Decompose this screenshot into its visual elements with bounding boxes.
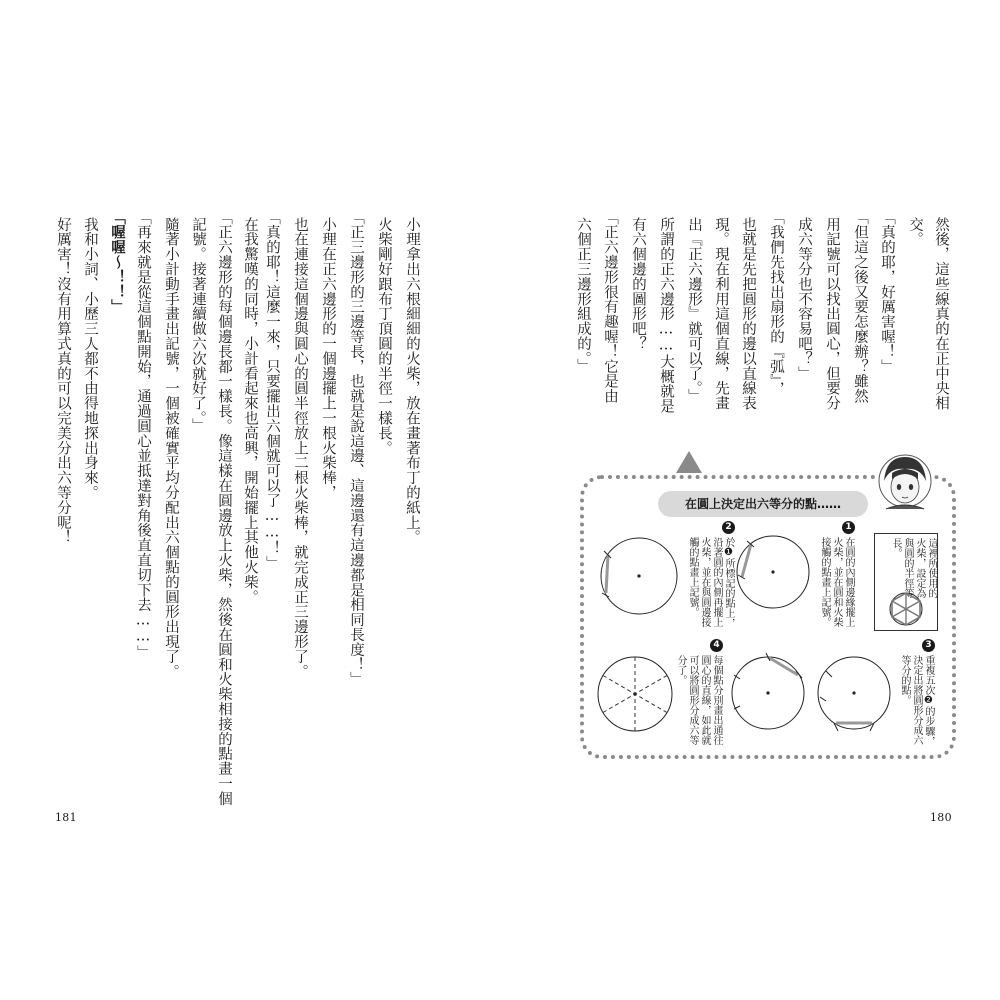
text-column: 成六等分也不容易吧？」 <box>796 217 812 381</box>
step-2-circle-illustration <box>594 531 684 621</box>
step-2-text: 火柴，並在與圓邊接 <box>699 537 710 627</box>
note-line: 與圓的半徑等 <box>902 538 913 598</box>
text-column: 「正六邊形的每個邊長都一樣長。像這樣在圓邊放上火柴，然後在圓和火柴相接的點畫一個 <box>216 210 232 806</box>
text-column: 交。 <box>907 217 923 247</box>
step-3-text: 重複五次❷的步驟， <box>923 655 934 746</box>
step-3-circle-illustration-b <box>812 651 896 735</box>
text-column: 小理拿出六根細細的火柴，放在畫著布丁的紙上。 <box>404 217 420 545</box>
text-column: 所謂的正六邊形……大概就是 <box>658 217 674 414</box>
text-column: 在我驚嘆的同時，小計看起來也高興，開始擺上其他火柴。 <box>242 217 258 605</box>
text-column: 六個正三邊形組成的。」 <box>575 217 591 374</box>
step-1-number: 1 <box>842 521 855 534</box>
diagram-title: 在圓上決定出六等分的點…… <box>658 491 868 517</box>
step-3-number: 3 <box>922 639 935 652</box>
step-2-text: 沿著圓的內側再擺上 <box>711 537 722 627</box>
text-column: 「真的耶，好厲害喔！」 <box>879 210 895 374</box>
text-column: 出『正六邊形』就可以了。」 <box>686 217 702 404</box>
step-4-circle-illustration <box>592 651 678 737</box>
step-1-text: 接觸的點畫上記號。 <box>819 537 830 627</box>
step-2-text: 觸的點畫上記號。 <box>687 537 698 617</box>
pointer-arrow-icon <box>676 451 702 473</box>
diagram-box <box>580 475 956 759</box>
text-column: 「再來就是從這個點開始，通過圓心並抵達對角後直直切下去……」 <box>135 210 151 660</box>
text-column: 用記號可以找出圓心，但要分 <box>824 217 840 411</box>
note-circle-illustration <box>885 590 927 628</box>
text-column: 「正六邊形很有趣喔！它是由 <box>602 210 618 404</box>
step-1-text: 在圓的內側邊緣擺上 <box>843 537 854 627</box>
note-line: 長。 <box>890 538 901 558</box>
step-3-text: 等分的點。 <box>899 655 910 705</box>
step-4-text: 分了。 <box>675 655 686 685</box>
text-column: 也在連接這個邊與圓心的圓半徑放上二根火柴棒，就完成正三邊形了。 <box>292 217 308 679</box>
page-number: 180 <box>930 811 952 824</box>
note-line: 火柴，設定為 <box>914 538 925 598</box>
text-column: 我和小詞、小歷三人都不由得地探出身來。 <box>82 217 98 501</box>
text-column: 「我們先找出扇形的『弧』， <box>768 210 784 397</box>
text-column: 然後，這些線真的在正中央相 <box>933 217 949 411</box>
text-column: 記號。接著連續做六次就好了。」 <box>190 217 206 434</box>
text-column: 好厲害！沒有用算式真的可以完美分出六等分呢！ <box>55 217 71 545</box>
text-column: 「但這之後又要怎麼辦？雖然 <box>852 210 868 404</box>
step-2-text: 於❶所標記的點上， <box>723 537 734 628</box>
text-column: 「真的耶！這麼一來，只要擺出六個就可以了……！」 <box>264 210 280 571</box>
page-number: 181 <box>55 811 77 824</box>
step-4-number: 4 <box>710 639 723 652</box>
step-4-text: 可以將圓形分成六等 <box>687 655 698 745</box>
text-column: 隨著小計動手畫出記號，一個被確實平均分配出六個點的圓形出現了。 <box>163 217 179 679</box>
step-3-text: 決定出將圓形分成六 <box>911 655 922 745</box>
step-2-number: 2 <box>722 521 735 534</box>
text-column: 也就是先把圓形的邊以直線表 <box>740 217 756 411</box>
step-4-text: 圓心的直線，如此就 <box>699 655 710 745</box>
text-column: 現。現在利用這個直線，先畫 <box>713 217 729 411</box>
text-column: 有六個邊的圖形吧？ <box>630 217 646 352</box>
step-3-circle-illustration-a <box>726 651 810 735</box>
step-1-circle-illustration <box>732 531 814 613</box>
note-line: 這裡所使用的 <box>926 538 937 598</box>
text-column: 火柴剛好跟布丁頂圓的半徑一樣長。 <box>376 217 392 456</box>
step-4-text: 每個點分別畫出通往 <box>711 655 722 745</box>
text-column-exclamation: 「喔喔～！！」 <box>109 210 126 315</box>
step-1-text: 火柴，並在圓和火柴 <box>831 537 842 627</box>
note-box <box>874 533 938 631</box>
character-avatar-icon <box>876 451 934 513</box>
text-column: 小理在正六邊形的一個邊擺上一根火柴棒， <box>320 217 336 501</box>
text-column: 「正三邊形的三邊等長，也就是說這邊、這邊還有這邊都是相同長度！」 <box>348 210 364 687</box>
